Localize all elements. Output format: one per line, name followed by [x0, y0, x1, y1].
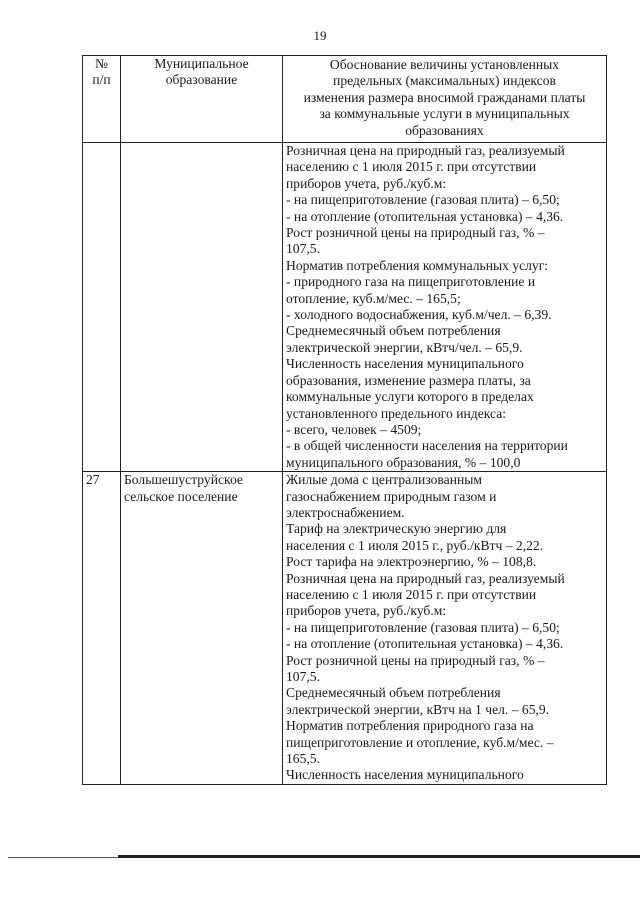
tariff-justification-table — [82, 55, 607, 785]
row-number-cell: 27 — [83, 472, 121, 785]
justification-line: электрической энергии, кВтч на 1 чел. – 65,9. — [286, 701, 550, 717]
justification-line: - на отопление (отопительная установка) – 4,36. — [286, 208, 564, 224]
justification-line: образования, изменение размера платы, за — [286, 372, 531, 388]
justification-line: Рост розничной цены на природный газ, % – — [286, 652, 545, 668]
header-justification-line: предельных (максимальных) индексов — [333, 73, 556, 89]
justification-line: Жилые дома с централизованным — [286, 472, 482, 488]
header-justification-line: за коммунальные услуги в муниципальных — [319, 106, 570, 122]
justification-line: коммунальные услуги которого в пределах — [286, 389, 534, 405]
justification-line: - на отопление (отопительная установка) – 4,36. — [286, 636, 564, 652]
justification-line: Численность населения муниципального — [286, 767, 524, 783]
municipality-name-line: сельское поселение — [124, 488, 238, 504]
justification-line: Норматив потребления коммунальных услуг: — [286, 257, 549, 273]
justification-line: населения с 1 июля 2015 г., руб./кВтч – 2,22. — [286, 537, 544, 553]
justification-line: 107,5. — [286, 241, 320, 257]
header-municipality-sublabel: образование — [165, 72, 238, 88]
row-number-cell — [83, 143, 121, 472]
justification-line: электрической энергии, кВтч/чел. – 65,9. — [286, 339, 523, 355]
header-municipality-label: Муниципальное — [154, 56, 249, 71]
table-row — [83, 143, 607, 472]
municipality-name-line: Большешуструйское — [124, 472, 243, 488]
header-number-sublabel: п/п — [92, 72, 111, 88]
justification-line: - на пищеприготовление (газовая плита) – 6,50; — [286, 619, 560, 635]
justification-line: отопление, куб.м/мес. – 165,5; — [286, 290, 461, 306]
justification-line: приборов учета, руб./куб.м: — [286, 603, 447, 619]
table-row — [83, 472, 607, 785]
justification-line: пищеприготовление и отопление, куб.м/мес. – — [286, 734, 554, 750]
justification-line: Рост розничной цены на природный газ, % – — [286, 225, 545, 241]
header-number-cell — [83, 56, 121, 143]
justification-line: электроснабжением. — [286, 504, 405, 520]
page-bottom-rule — [8, 857, 118, 858]
justification-line: Розничная цена на природный газ, реализуемый — [286, 143, 565, 158]
header-municipality-cell — [121, 56, 283, 143]
justification-line: 107,5. — [286, 669, 320, 684]
justification-line: - холодного водоснабжения, куб.м/чел. – 6,39. — [286, 307, 552, 323]
page-number: 19 — [313, 28, 327, 43]
justification-line: Среднемесячный объем потребления — [286, 685, 501, 701]
justification-line: населению с 1 июля 2015 г. при отсутствии — [286, 159, 537, 175]
header-justification-line: изменения размера вносимой гражданами платы — [303, 89, 586, 105]
table-header-row — [83, 56, 607, 143]
justification-line: газоснабжением природным газом и — [286, 488, 497, 504]
header-justification-line: образованиях — [405, 122, 484, 138]
justification-line: - в общей численности населения на территории — [286, 438, 568, 454]
justification-line: приборов учета, руб./куб.м: — [286, 175, 447, 191]
justification-line: Численность населения муниципального — [286, 356, 524, 372]
header-justification-cell — [283, 56, 607, 143]
row-municipality-cell — [121, 143, 283, 472]
row-justification-cell — [283, 143, 607, 472]
page-bottom-rule-heavy — [118, 855, 640, 858]
justification-line: Норматив потребления природного газа на — [286, 718, 534, 734]
justification-line: муниципального образования, % – 100,0 — [286, 454, 521, 470]
justification-line: Среднемесячный объем потребления — [286, 323, 501, 339]
justification-line: - природного газа на пищеприготовление и — [286, 274, 536, 290]
header-number-label: № — [95, 56, 108, 71]
justification-line: - всего, человек – 4509; — [286, 421, 422, 437]
row-municipality-cell — [121, 472, 283, 785]
row-justification-cell — [283, 472, 607, 785]
justification-line: - на пищеприготовление (газовая плита) – 6,50; — [286, 192, 560, 208]
justification-line: 165,5. — [286, 751, 320, 767]
justification-line: установленного предельного индекса: — [286, 405, 507, 421]
justification-line: населению с 1 июля 2015 г. при отсутствии — [286, 586, 537, 602]
justification-line: Рост тарифа на электроэнергию, % – 108,8. — [286, 554, 537, 570]
justification-line: Тариф на электрическую энергию для — [286, 521, 507, 537]
header-justification-line: Обоснование величины установленных — [329, 57, 560, 72]
justification-line: Розничная цена на природный газ, реализуемый — [286, 570, 565, 586]
